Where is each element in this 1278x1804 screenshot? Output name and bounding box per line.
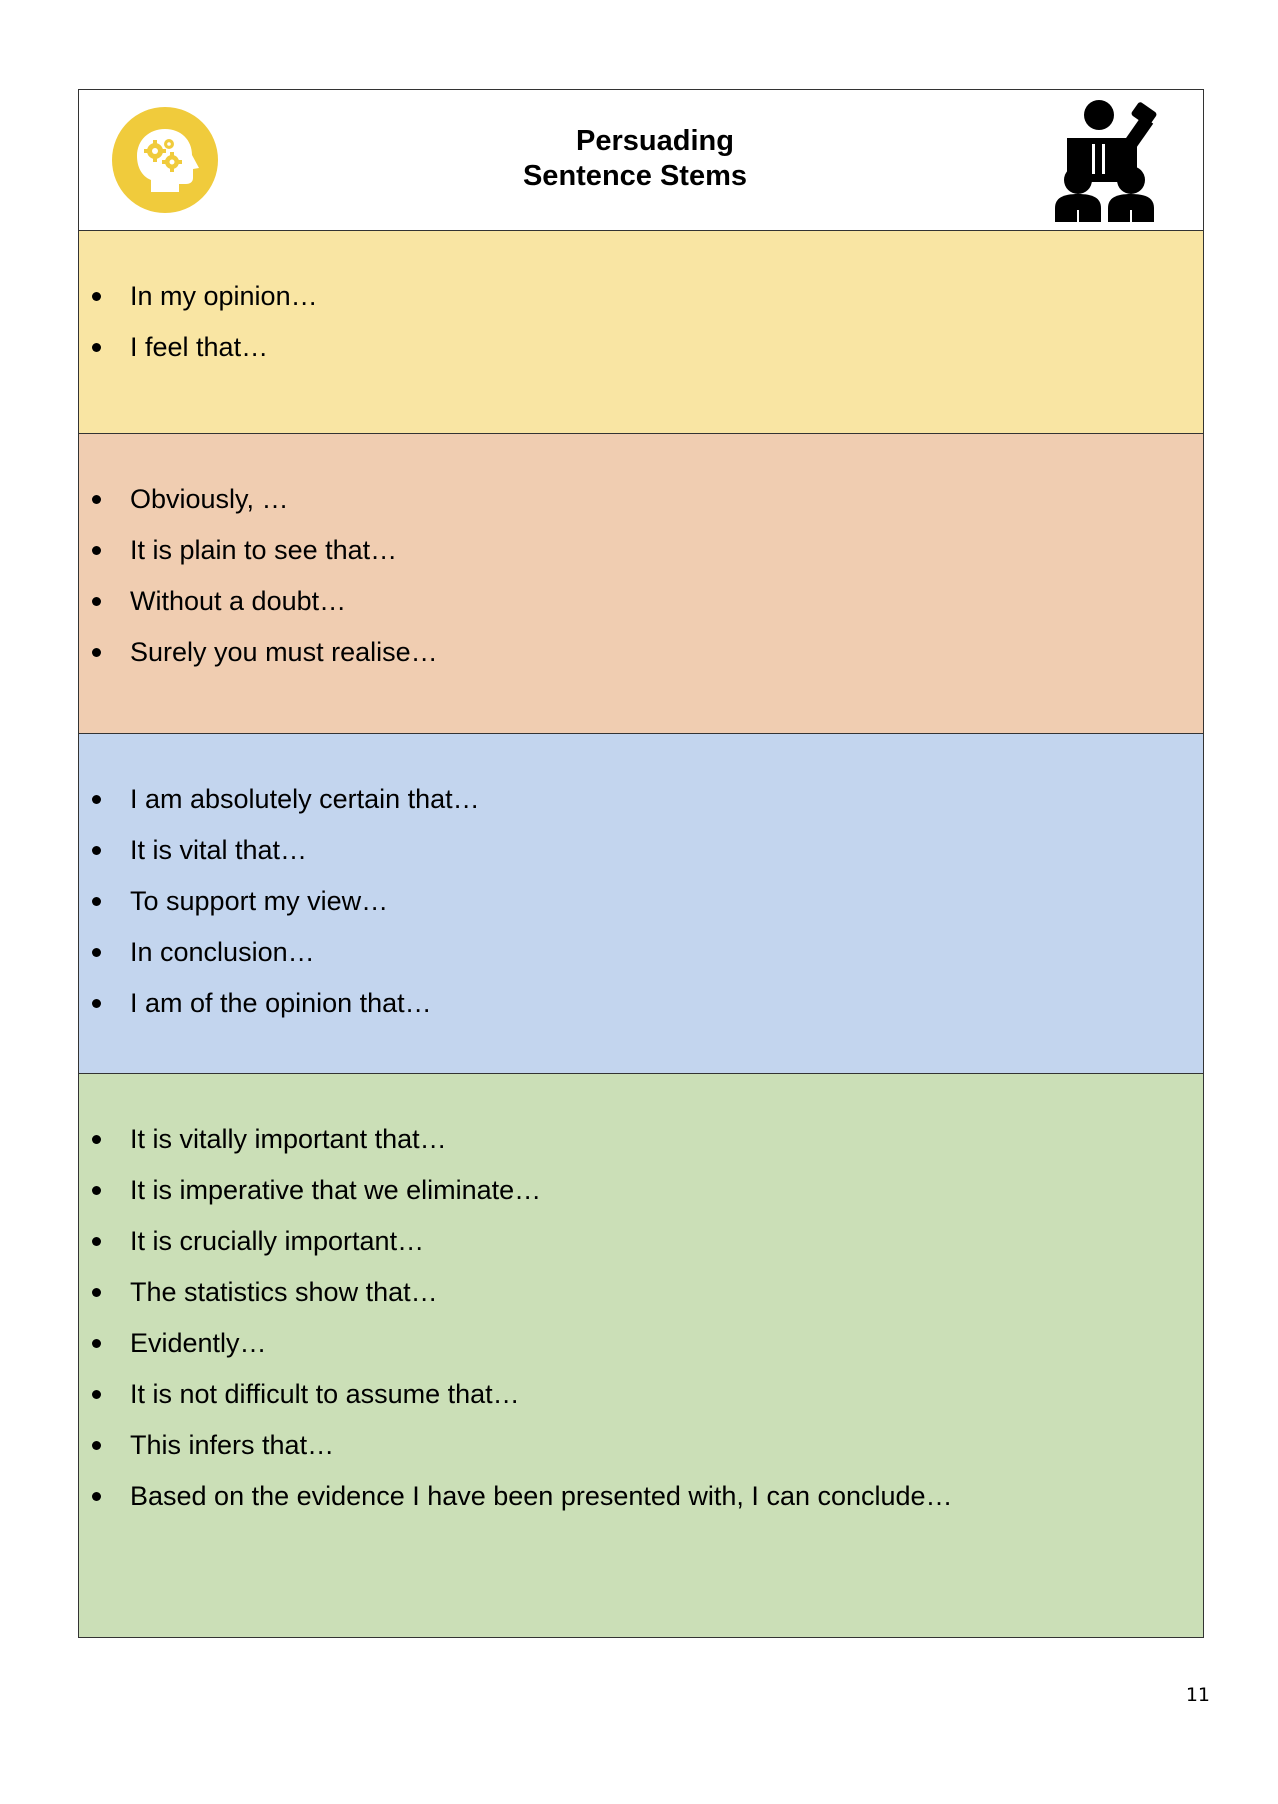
stems-band-3 bbox=[79, 734, 1203, 1074]
list-item bbox=[79, 474, 438, 525]
list-item bbox=[79, 978, 480, 1029]
bullet-icon bbox=[92, 948, 101, 957]
bullet-icon bbox=[92, 1441, 101, 1450]
list-item bbox=[79, 1216, 953, 1267]
bullet-icon bbox=[92, 1237, 101, 1246]
list-item bbox=[79, 774, 480, 825]
teacher-pointing-icon bbox=[1047, 98, 1165, 222]
stems-band-4 bbox=[79, 1074, 1203, 1637]
stems-list bbox=[79, 474, 438, 678]
stem-text: Evidently… bbox=[130, 1328, 267, 1358]
title-line-2: Sentence Stems bbox=[522, 160, 748, 192]
bullet-icon bbox=[92, 1288, 101, 1297]
list-item bbox=[79, 627, 438, 678]
stems-list bbox=[79, 1114, 953, 1522]
bullet-icon bbox=[92, 343, 101, 352]
bullet-icon bbox=[92, 292, 101, 301]
bullet-icon bbox=[92, 1492, 101, 1501]
stem-text: In conclusion… bbox=[130, 937, 315, 967]
list-item bbox=[79, 927, 480, 978]
list-item bbox=[79, 322, 318, 373]
list-item bbox=[79, 1267, 953, 1318]
stem-text: It is plain to see that… bbox=[130, 535, 398, 565]
stem-text: Obviously, … bbox=[130, 484, 289, 514]
stem-text: Surely you must realise… bbox=[130, 637, 438, 667]
stem-text: To support my view… bbox=[130, 886, 389, 916]
stem-text: In my opinion… bbox=[130, 281, 318, 311]
title-line-1: Persuading bbox=[576, 125, 734, 157]
stem-text: The statistics show that… bbox=[130, 1277, 438, 1307]
stems-list bbox=[79, 774, 480, 1029]
stem-text: It is not difficult to assume that… bbox=[130, 1379, 520, 1409]
stem-text: I feel that… bbox=[130, 332, 269, 362]
bullet-icon bbox=[92, 1390, 101, 1399]
stem-text: This infers that… bbox=[130, 1430, 335, 1460]
bullet-icon bbox=[92, 1339, 101, 1348]
stem-text: Without a doubt… bbox=[130, 586, 347, 616]
sentence-stems-sheet bbox=[78, 89, 1204, 1638]
page-title bbox=[79, 124, 1203, 194]
stem-text: I am of the opinion that… bbox=[130, 988, 432, 1018]
stem-text: Based on the evidence I have been presented with, I can conclude… bbox=[130, 1481, 953, 1511]
list-item bbox=[79, 876, 480, 927]
list-item bbox=[79, 271, 318, 322]
bullet-icon bbox=[92, 846, 101, 855]
list-item bbox=[79, 1420, 953, 1471]
stem-text: It is vitally important that… bbox=[130, 1124, 447, 1154]
sheet-header bbox=[79, 90, 1203, 231]
bullet-icon bbox=[92, 1186, 101, 1195]
list-item bbox=[79, 1369, 953, 1420]
list-item bbox=[79, 576, 438, 627]
stems-list bbox=[79, 271, 318, 373]
bullet-icon bbox=[92, 546, 101, 555]
stems-band-1 bbox=[79, 231, 1203, 434]
list-item bbox=[79, 825, 480, 876]
bullet-icon bbox=[92, 897, 101, 906]
list-item bbox=[79, 1165, 953, 1216]
bullet-icon bbox=[92, 495, 101, 504]
page-number: 11 bbox=[1185, 1684, 1210, 1706]
stem-text: I am absolutely certain that… bbox=[130, 784, 480, 814]
bullet-icon bbox=[92, 597, 101, 606]
list-item bbox=[79, 1114, 953, 1165]
stems-band-2 bbox=[79, 434, 1203, 734]
bullet-icon bbox=[92, 999, 101, 1008]
stem-text: It is crucially important… bbox=[130, 1226, 425, 1256]
stem-text: It is vital that… bbox=[130, 835, 308, 865]
bullet-icon bbox=[92, 648, 101, 657]
list-item bbox=[79, 525, 438, 576]
stem-text: It is imperative that we eliminate… bbox=[130, 1175, 542, 1205]
list-item bbox=[79, 1471, 953, 1522]
bullet-icon bbox=[92, 1135, 101, 1144]
list-item bbox=[79, 1318, 953, 1369]
bullet-icon bbox=[92, 795, 101, 804]
